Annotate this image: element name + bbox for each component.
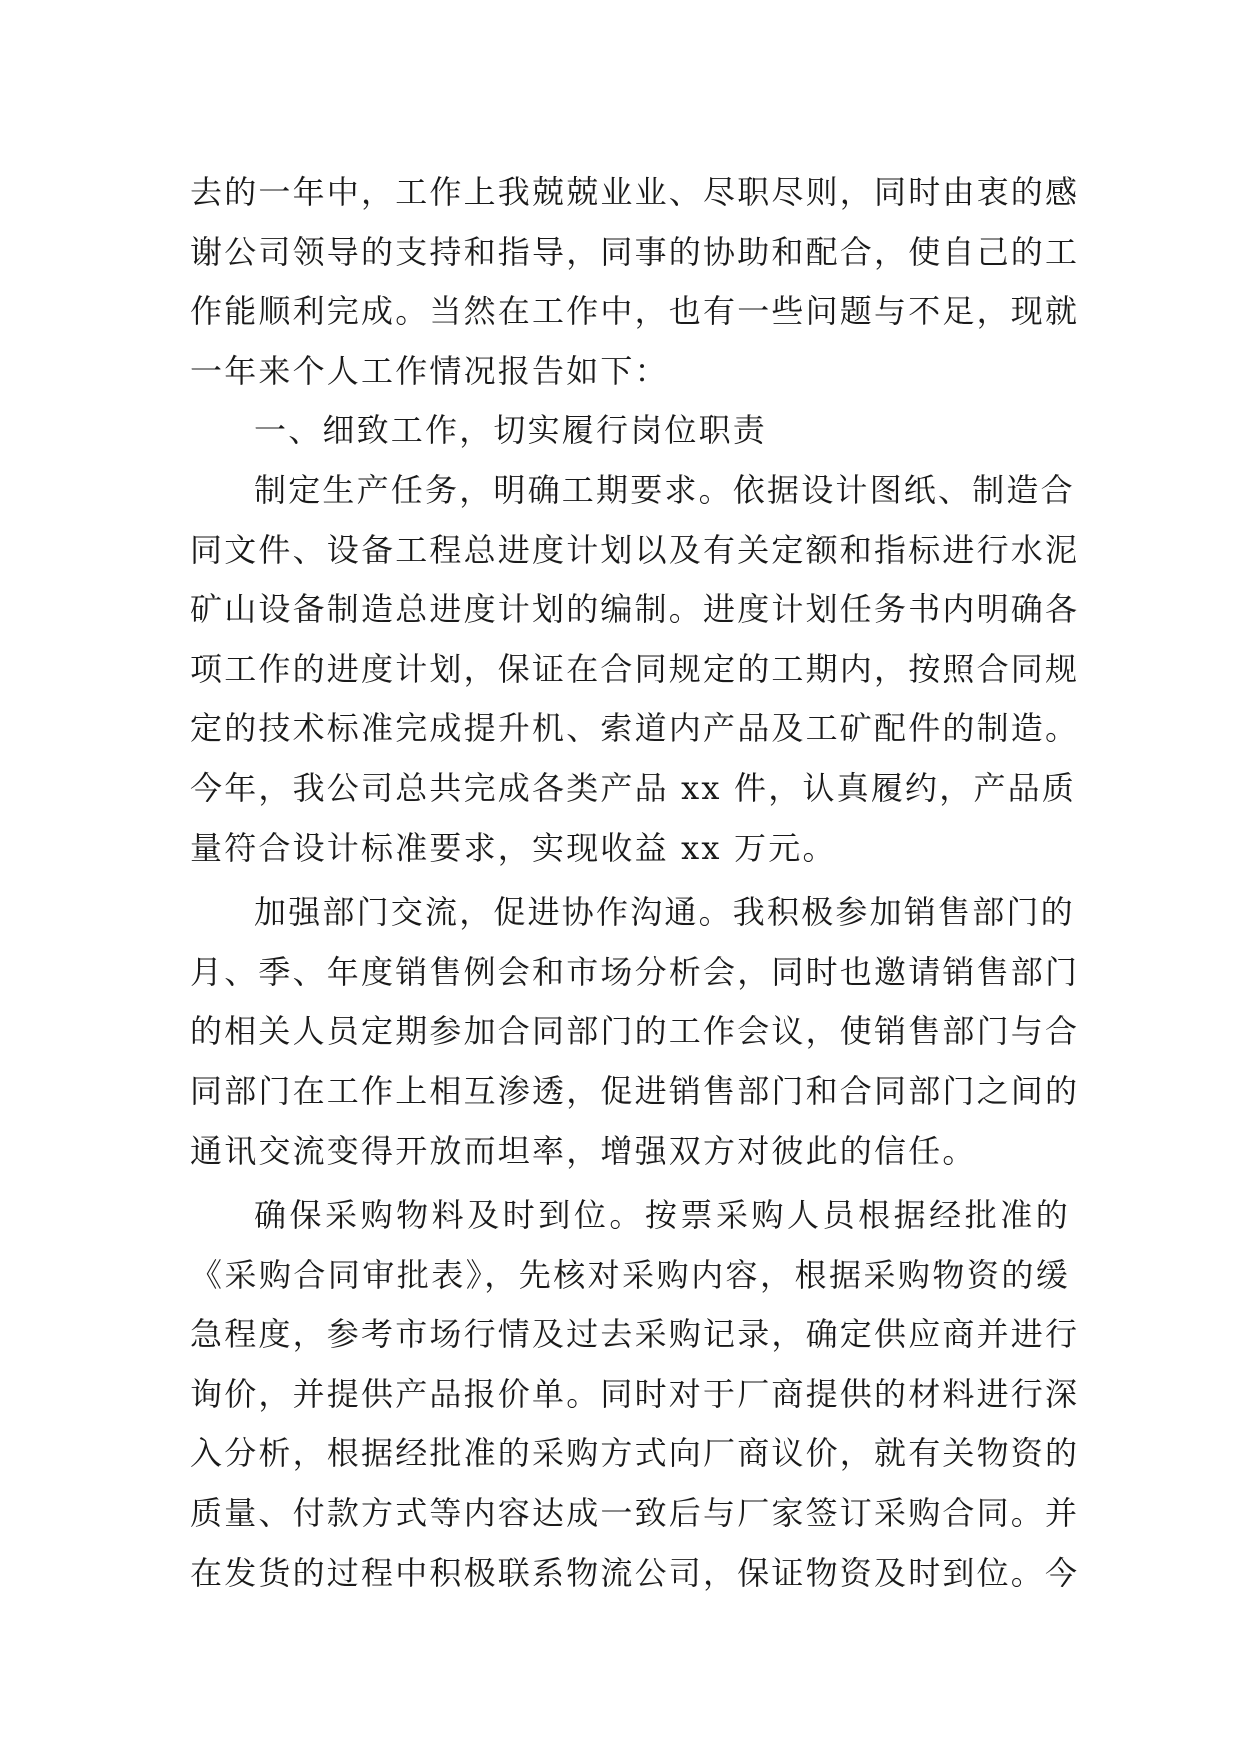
text-line: 通讯交流变得开放而坦率，增强双方对彼此的信任。 <box>190 1131 977 1170</box>
text-line: 同文件、设备工程总进度计划以及有关定额和指标进行水泥 <box>190 530 1080 569</box>
text-line: 谢公司领导的支持和指导，同事的协助和配合，使自己的工 <box>190 232 1080 271</box>
text-line: 入分析，根据经批准的采购方式向厂商议价，就有关物资的 <box>190 1434 1080 1473</box>
text-line: 制定生产任务，明确工期要求。依据设计图纸、制造合 <box>254 470 1075 509</box>
document-body <box>190 163 1080 1603</box>
paragraph-intro <box>190 163 1080 401</box>
heading-text: 一、细致工作，切实履行岗位职责 <box>254 411 768 450</box>
paragraph-communication <box>190 883 1080 1181</box>
text-line: 去的一年中，工作上我兢兢业业、尽职尽则，同时由衷的感 <box>190 173 1080 211</box>
text-line: 一年来个人工作情况报告如下： <box>190 351 669 390</box>
text-line: 量符合设计标准要求，实现收益 xx 万元。 <box>190 828 837 867</box>
text-line: 同部门在工作上相互渗透，促进销售部门和合同部门之间的 <box>190 1071 1080 1110</box>
text-line: 项工作的进度计划，保证在合同规定的工期内，按照合同规 <box>190 649 1080 688</box>
section-heading <box>190 401 1070 461</box>
text-line: 月、季、年度销售例会和市场分析会，同时也邀请销售部门 <box>190 952 1080 991</box>
text-line: 加强部门交流，促进协作沟通。我积极参加销售部门的 <box>254 893 1075 932</box>
text-line: 的相关人员定期参加合同部门的工作会议，使销售部门与合 <box>190 1012 1080 1051</box>
paragraph-production <box>190 461 1080 878</box>
text-line: 《采购合同审批表》，先核对采购内容，根据采购物资的缓 <box>190 1255 1070 1294</box>
text-line: 矿山设备制造总进度计划的编制。进度计划任务书内明确各 <box>190 590 1080 629</box>
text-line: 作能顺利完成。当然在工作中，也有一些问题与不足，现就 <box>190 292 1080 331</box>
text-line: 询价，并提供产品报价单。同时对于厂商提供的材料进行深 <box>190 1374 1080 1413</box>
text-line: 质量、付款方式等内容达成一致后与厂家签订采购合同。并 <box>190 1494 1080 1533</box>
text-line: 定的技术标准完成提升机、索道内产品及工矿配件的制造。 <box>190 709 1080 748</box>
paragraph-procurement <box>190 1186 1080 1603</box>
text-line: 今年，我公司总共完成各类产品 xx 件，认真履约，产品质 <box>190 768 1077 807</box>
text-line: 确保采购物料及时到位。按票采购人员根据经批准的 <box>254 1196 1070 1235</box>
text-line: 急程度，参考市场行情及过去采购记录，确定供应商并进行 <box>190 1315 1080 1354</box>
text-line: 在发货的过程中积极联系物流公司，保证物资及时到位。今 <box>190 1553 1080 1592</box>
